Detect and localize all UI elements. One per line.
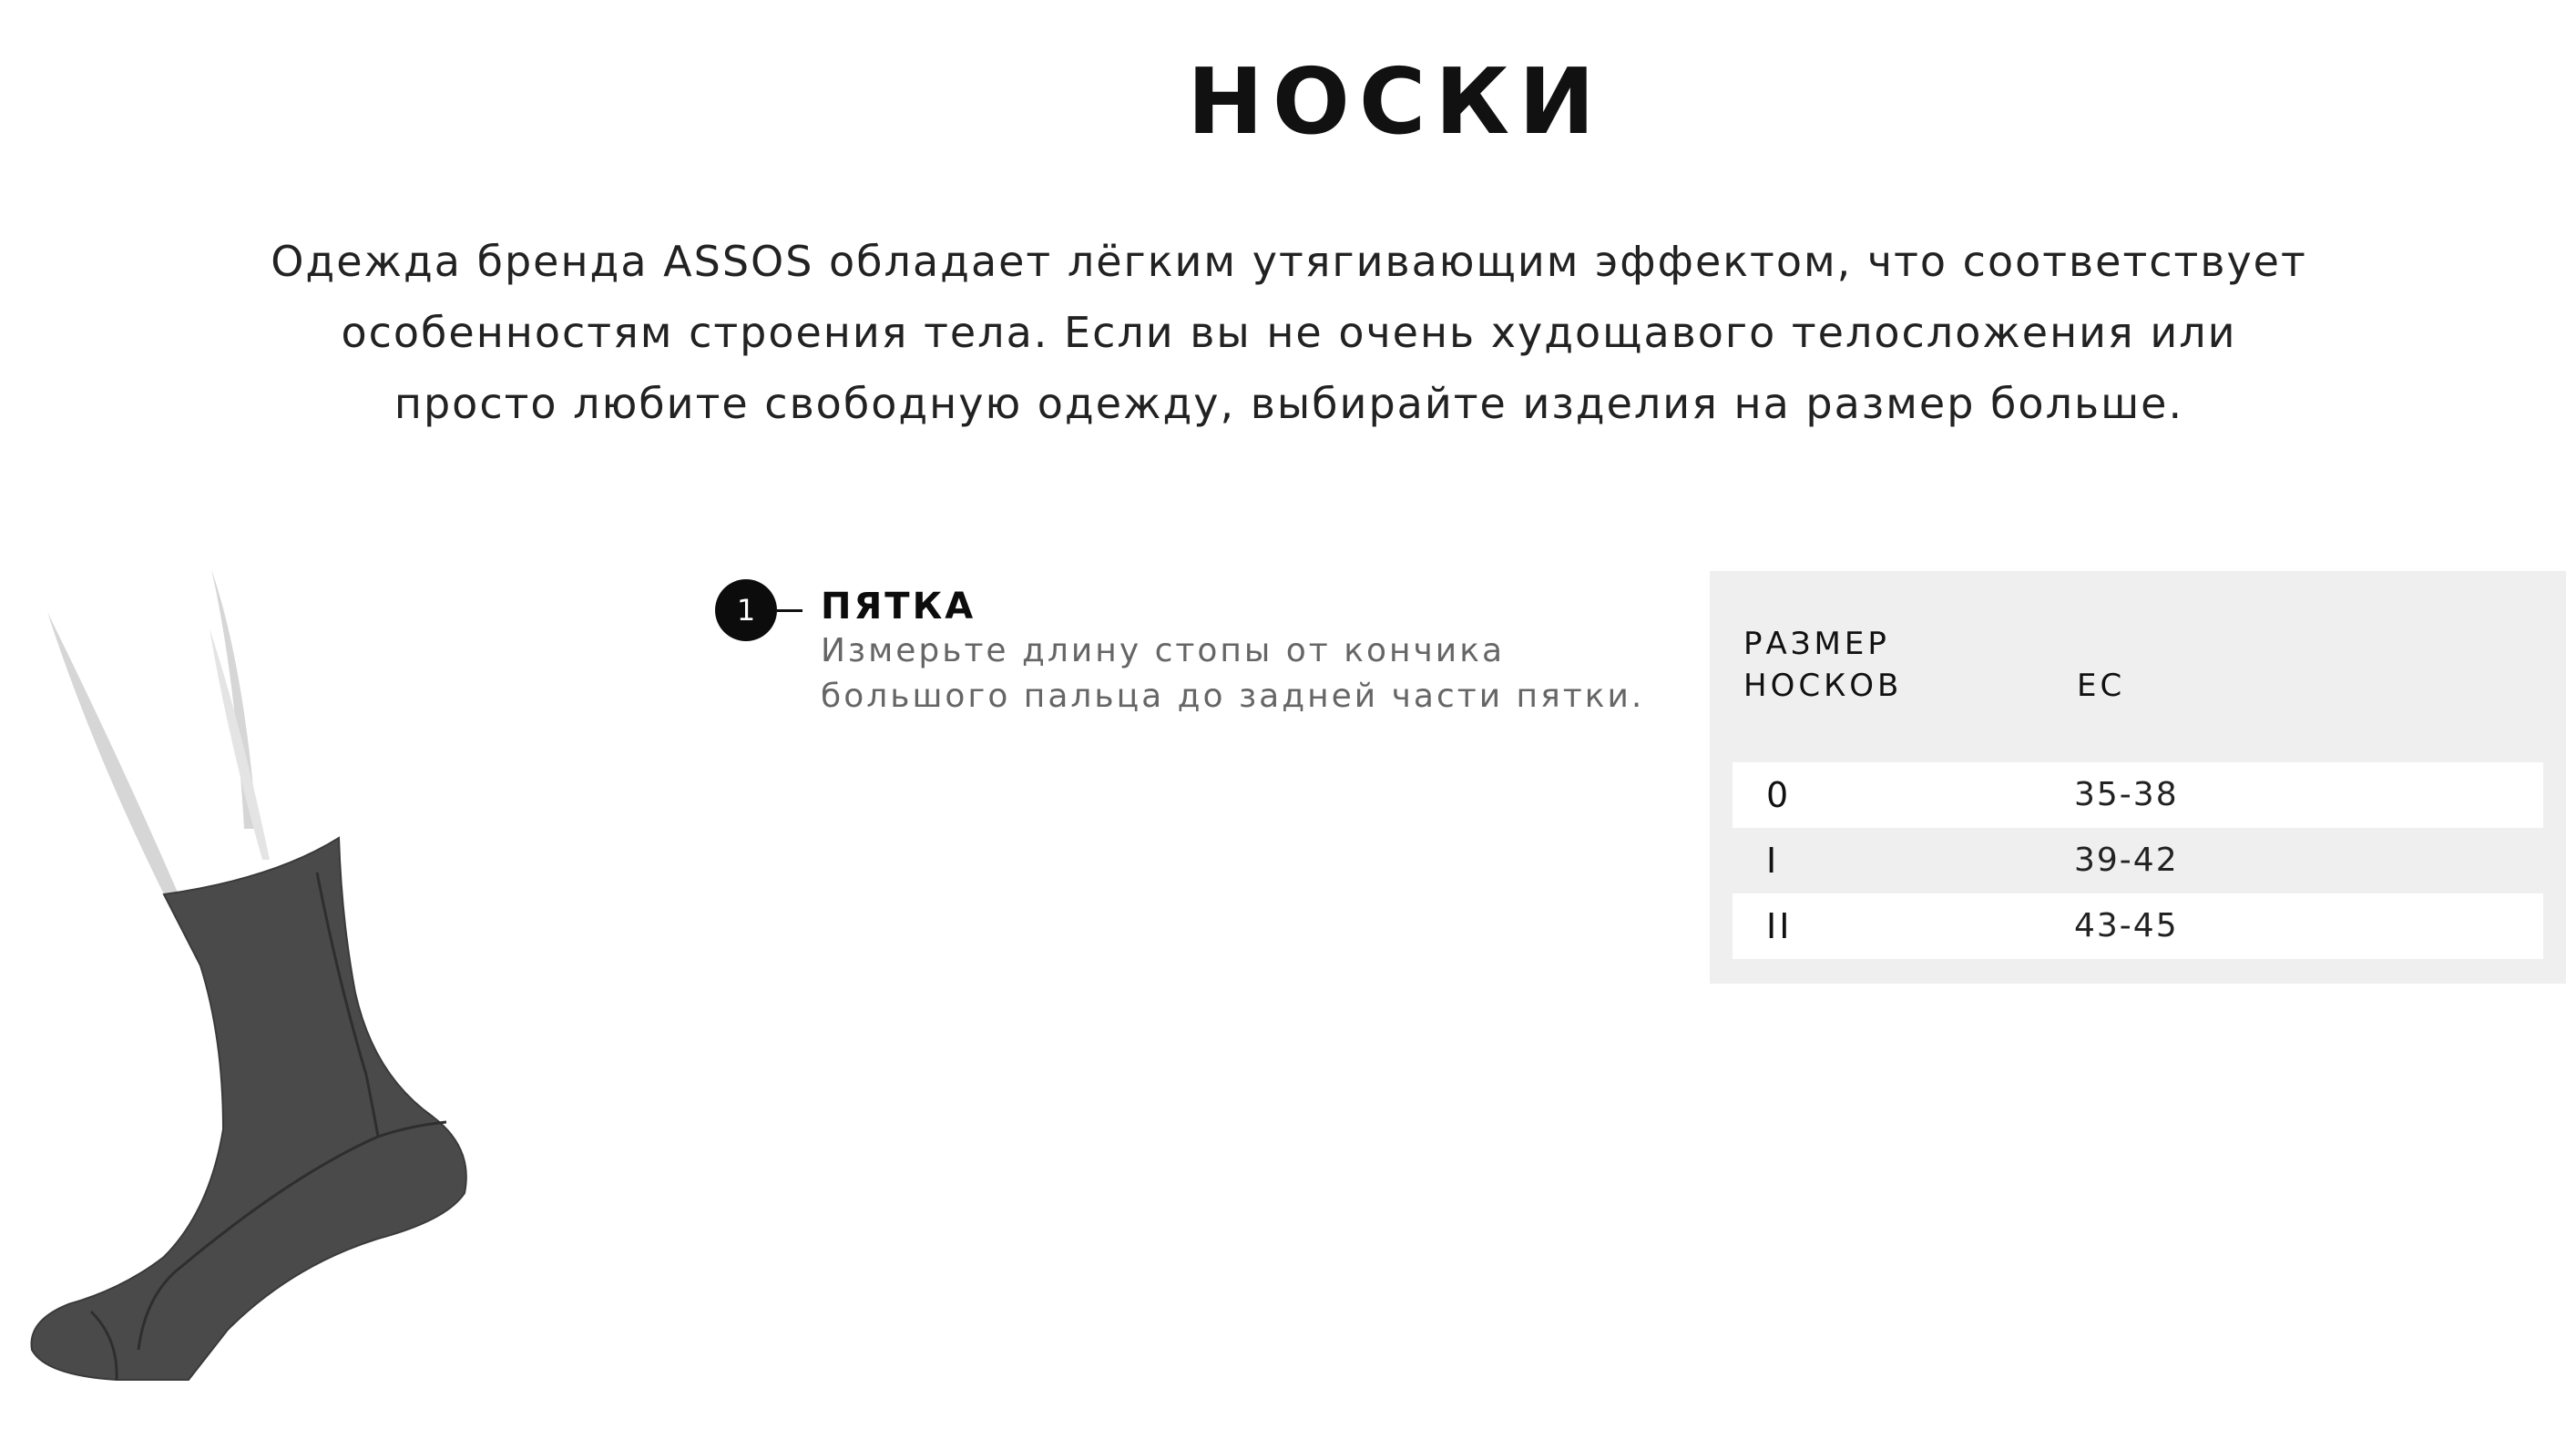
- step-description: [821, 628, 1713, 720]
- table-row: [1733, 893, 2543, 959]
- step-title: ПЯТКА: [821, 586, 976, 628]
- intro-line: особенностям строения тела. Если вы не очень худощавого телосложения или: [341, 308, 2237, 357]
- column-header-eu: ЕС: [2077, 668, 2126, 704]
- page-title: НОСКИ: [1187, 48, 1604, 155]
- header-line: НОСКОВ: [1743, 668, 1903, 704]
- eu-size-cell: 35-38: [2074, 776, 2179, 813]
- table-row: [1733, 828, 2543, 893]
- step-connector-line: [777, 609, 802, 612]
- sock-icon: [18, 565, 492, 1384]
- intro-text: [164, 226, 2414, 439]
- header-line: РАЗМЕР: [1743, 626, 1890, 662]
- size-cell: II: [1766, 906, 1793, 946]
- measurement-heel: [715, 579, 1699, 743]
- size-cell: 0: [1766, 775, 1792, 815]
- step-number-badge: 1: [715, 579, 777, 641]
- size-table: [1710, 571, 2566, 984]
- step-description-line: большого пальца до задней части пятки.: [821, 678, 1645, 715]
- eu-size-cell: 43-45: [2074, 907, 2179, 944]
- intro-line: просто любите свободную одежду, выбирайте изделия на размер больше.: [394, 379, 2184, 428]
- intro-line: Одежда бренда ASSOS обладает лёгким утягивающим эффектом, что соответствует: [271, 237, 2307, 286]
- table-row: [1733, 762, 2543, 828]
- size-cell: I: [1766, 841, 1780, 881]
- eu-size-cell: 39-42: [2074, 842, 2179, 879]
- column-header-sock-size: [1743, 623, 1971, 707]
- sock-body: [32, 838, 466, 1380]
- step-description-line: Измерьте длину стопы от кончика: [821, 632, 1506, 669]
